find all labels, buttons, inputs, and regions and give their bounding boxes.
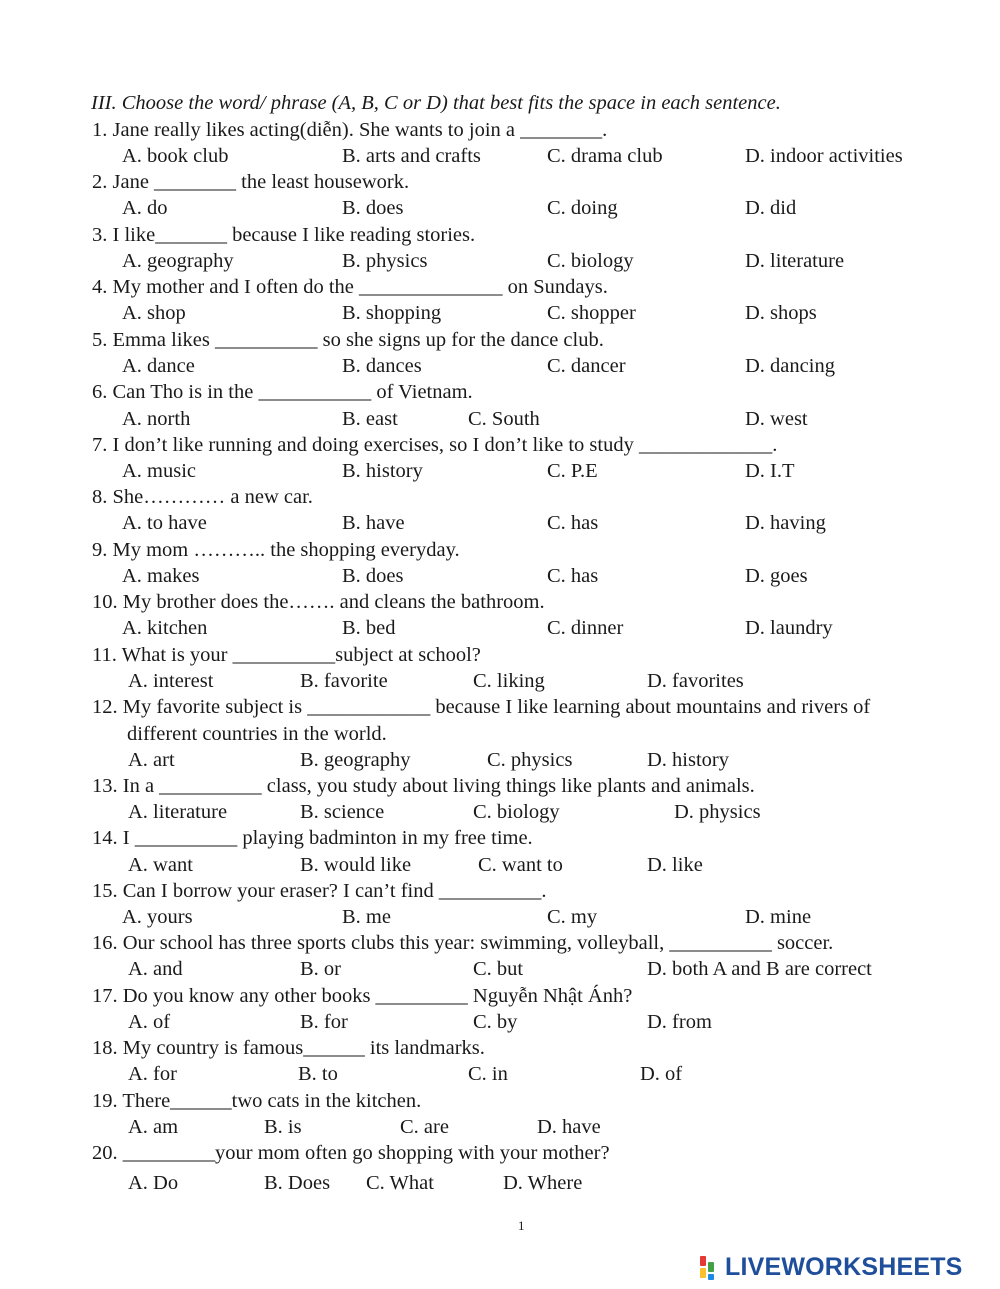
question-1: 1. Jane really likes acting(diễn). She wants to join a ________. (92, 119, 608, 141)
q4-option-a[interactable]: A. shop (122, 302, 186, 324)
question-11: 11. What is your __________subject at school? (92, 644, 481, 666)
q12-option-d[interactable]: D. history (647, 749, 729, 771)
q1-option-b[interactable]: B. arts and crafts (342, 145, 481, 167)
q8-option-c[interactable]: C. has (547, 512, 599, 534)
question-19: 19. There______two cats in the kitchen. (92, 1090, 422, 1112)
q7-option-a[interactable]: A. music (122, 460, 197, 482)
q9-option-b[interactable]: B. does (342, 565, 404, 587)
q5-option-b[interactable]: B. dances (342, 355, 422, 377)
q15-option-a[interactable]: A. yours (122, 906, 193, 928)
q19-option-d[interactable]: D. have (537, 1116, 601, 1138)
question-18: 18. My country is famous______ its landmarks. (92, 1037, 485, 1059)
q10-option-d[interactable]: D. laundry (745, 617, 833, 639)
q13-option-d[interactable]: D. physics (674, 801, 761, 823)
q1-option-a[interactable]: A. book club (122, 145, 229, 167)
q20-option-b[interactable]: B. Does (264, 1172, 331, 1194)
q7-option-c[interactable]: C. P.E (547, 460, 598, 482)
q4-option-b[interactable]: B. shopping (342, 302, 442, 324)
q18-option-c[interactable]: C. in (468, 1063, 508, 1085)
q3-option-a[interactable]: A. geography (122, 250, 234, 272)
q15-option-c[interactable]: C. my (547, 906, 598, 928)
q9-option-c[interactable]: C. has (547, 565, 599, 587)
q6-option-c[interactable]: C. South (468, 408, 540, 430)
q3-option-d[interactable]: D. literature (745, 250, 845, 272)
question-12-continued: different countries in the world. (127, 723, 387, 745)
question-15: 15. Can I borrow your eraser? I can’t find __________. (92, 880, 547, 902)
q14-option-a[interactable]: A. want (128, 854, 193, 876)
question-7: 7. I don’t like running and doing exercises, so I don’t like to study _____________. (92, 434, 778, 456)
question-8: 8. She………… a new car. (92, 486, 313, 508)
q16-option-d[interactable]: D. both A and B are correct (647, 958, 872, 980)
q3-option-b[interactable]: B. physics (342, 250, 428, 272)
liveworksheets-logo-icon (700, 1254, 722, 1280)
q12-option-b[interactable]: B. geography (300, 749, 411, 771)
q9-option-a[interactable]: A. makes (122, 565, 200, 587)
q11-option-a[interactable]: A. interest (128, 670, 214, 692)
logo-bar-1 (700, 1256, 706, 1266)
q2-option-a[interactable]: A. do (122, 197, 168, 219)
logo-bar-3 (708, 1262, 714, 1272)
q11-option-c[interactable]: C. liking (473, 670, 545, 692)
q10-option-a[interactable]: A. kitchen (122, 617, 208, 639)
q4-option-d[interactable]: D. shops (745, 302, 817, 324)
question-12: 12. My favorite subject is ____________ because I like learning about mountains and rivers of (92, 696, 871, 718)
q11-option-b[interactable]: B. favorite (300, 670, 388, 692)
question-3: 3. I like_______ because I like reading stories. (92, 224, 476, 246)
q2-option-c[interactable]: C. doing (547, 197, 618, 219)
q13-option-c[interactable]: C. biology (473, 801, 560, 823)
question-20: 20. _________your mom often go shopping with your mother? (92, 1142, 610, 1164)
q1-option-c[interactable]: C. drama club (547, 145, 663, 167)
q20-option-d[interactable]: D. Where (503, 1172, 583, 1194)
q8-option-d[interactable]: D. having (745, 512, 826, 534)
q17-option-a[interactable]: A. of (128, 1011, 171, 1033)
q4-option-c[interactable]: C. shopper (547, 302, 636, 324)
question-16: 16. Our school has three sports clubs this year: swimming, volleyball, __________ soccer. (92, 932, 834, 954)
question-10: 10. My brother does the……. and cleans the bathroom. (92, 591, 545, 613)
q19-option-a[interactable]: A. am (128, 1116, 179, 1138)
question-6: 6. Can Tho is in the ___________ of Vietnam. (92, 381, 473, 403)
q11-option-d[interactable]: D. favorites (647, 670, 744, 692)
logo-bar-4 (708, 1274, 714, 1280)
q16-option-a[interactable]: A. and (128, 958, 183, 980)
q18-option-d[interactable]: D. of (640, 1063, 683, 1085)
q5-option-d[interactable]: D. dancing (745, 355, 835, 377)
q17-option-b[interactable]: B. for (300, 1011, 348, 1033)
q5-option-a[interactable]: A. dance (122, 355, 195, 377)
q2-option-d[interactable]: D. did (745, 197, 797, 219)
q2-option-b[interactable]: B. does (342, 197, 404, 219)
q8-option-b[interactable]: B. have (342, 512, 405, 534)
q1-option-d[interactable]: D. indoor activities (745, 145, 903, 167)
q7-option-d[interactable]: D. I.T (745, 460, 795, 482)
q18-option-b[interactable]: B. to (298, 1063, 338, 1085)
question-13: 13. In a __________ class, you study about living things like plants and animals. (92, 775, 755, 797)
liveworksheets-logo (700, 1252, 963, 1282)
q6-option-d[interactable]: D. west (745, 408, 808, 430)
section-heading: III. Choose the word/ phrase (A, B, C or D) that best fits the space in each sentence. (91, 92, 781, 114)
q18-option-a[interactable]: A. for (128, 1063, 177, 1085)
q14-option-d[interactable]: D. like (647, 854, 703, 876)
q6-option-b[interactable]: B. east (342, 408, 398, 430)
q10-option-c[interactable]: C. dinner (547, 617, 624, 639)
q15-option-d[interactable]: D. mine (745, 906, 812, 928)
q14-option-c[interactable]: C. want to (478, 854, 563, 876)
q6-option-a[interactable]: A. north (122, 408, 191, 430)
q20-option-a[interactable]: A. Do (128, 1172, 179, 1194)
q8-option-a[interactable]: A. to have (122, 512, 207, 534)
question-17: 17. Do you know any other books _________ Nguyễn Nhật Ánh? (92, 985, 633, 1007)
q16-option-b[interactable]: B. or (300, 958, 341, 980)
question-9: 9. My mom ……….. the shopping everyday. (92, 539, 460, 561)
q17-option-d[interactable]: D. from (647, 1011, 712, 1033)
q19-option-c[interactable]: C. are (400, 1116, 449, 1138)
q16-option-c[interactable]: C. but (473, 958, 524, 980)
q15-option-b[interactable]: B. me (342, 906, 391, 928)
q10-option-b[interactable]: B. bed (342, 617, 396, 639)
logo-bar-2 (700, 1268, 706, 1278)
q12-option-c[interactable]: C. physics (487, 749, 573, 771)
question-5: 5. Emma likes __________ so she signs up for the dance club. (92, 329, 604, 351)
q17-option-c[interactable]: C. by (473, 1011, 518, 1033)
logo-text: LIVEWORKSHEETS (725, 1252, 963, 1281)
q12-option-a[interactable]: A. art (128, 749, 175, 771)
page-number: 1 (518, 1218, 525, 1233)
q13-option-b[interactable]: B. science (300, 801, 385, 823)
q20-option-c[interactable]: C. What (366, 1172, 434, 1194)
q14-option-b[interactable]: B. would like (300, 854, 412, 876)
q13-option-a[interactable]: A. literature (128, 801, 228, 823)
q3-option-c[interactable]: C. biology (547, 250, 634, 272)
q19-option-b[interactable]: B. is (264, 1116, 302, 1138)
question-4: 4. My mother and I often do the ______________ on Sundays. (92, 276, 608, 298)
question-14: 14. I __________ playing badminton in my free time. (92, 827, 533, 849)
q7-option-b[interactable]: B. history (342, 460, 423, 482)
q9-option-d[interactable]: D. goes (745, 565, 808, 587)
question-2: 2. Jane ________ the least housework. (92, 171, 410, 193)
q5-option-c[interactable]: C. dancer (547, 355, 626, 377)
